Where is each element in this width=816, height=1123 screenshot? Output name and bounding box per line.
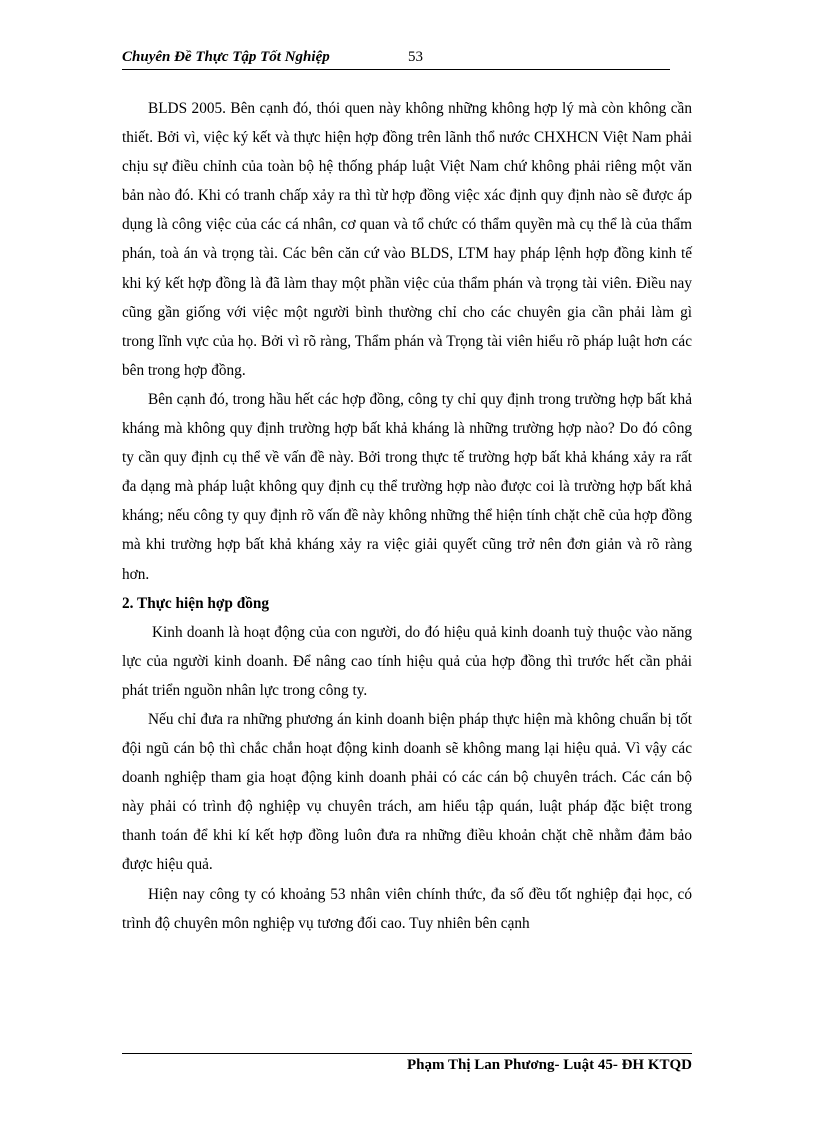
- section-heading: 2. Thực hiện hợp đồng: [122, 594, 270, 612]
- footer-author: Phạm Thị Lan Phương- Luật 45- ĐH KTQD: [407, 1057, 692, 1073]
- paragraph-5: Hiện nay công ty có khoảng 53 nhân viên chính thức, đa số đều tốt nghiệp đại học, có trình độ chuyên môn nghiệp vụ tương đối cao. Tuy nhiên bên cạnh: [122, 885, 692, 932]
- paragraph-4: Nếu chỉ đưa ra những phương án kinh doanh biện pháp thực hiện mà không chuẩn bị tốt đội ngũ cán bộ thì chắc chắn hoạt động kinh doanh sẽ không mang lại hiệu quả. Vì vậy các doanh nghiệp tham gia hoạt động kinh doanh phải có các cán bộ chuyên trách. Các cán bộ này phải có trình độ nghiệp vụ chuyên trách, am hiểu tập quán, luật pháp đặc biệt trong thanh toán để khi kí kết hợp đồng luôn đưa ra những điều khoản chặt chẽ nhằm đảm bảo được hiệu quả.: [122, 710, 692, 874]
- paragraph-3: Kinh doanh là hoạt động của con người, do đó hiệu quả kinh doanh tuỳ thuộc vào năng lực của người kinh doanh. Để nâng cao tính hiệu quả của hợp đồng thì trước hết cần phải phát triển nguồn nhân lực trong công ty.: [122, 623, 692, 699]
- page-footer: [122, 1053, 692, 1073]
- page-header: [122, 47, 670, 70]
- paragraph-2: Bên cạnh đó, trong hầu hết các hợp đồng, công ty chỉ quy định trong trường hợp bất khả kháng mà không quy định trường hợp bất khả kháng là những trường hợp nào? Do đó công ty cần quy định cụ thể về vấn đề này. Bởi trong thực tế trường hợp bất khả kháng xảy ra rất đa dạng mà pháp luật không quy định cụ thể trường hợp nào được coi là trường hợp bất khả kháng; nếu công ty quy định rõ vấn đề này không những thể hiện tính chặt chẽ của hợp đồng mà khi trường hợp bất khả kháng xảy ra việc giải quyết cũng trở nên đơn giản và rõ ràng hơn.: [122, 390, 692, 583]
- page-number: 53: [408, 49, 423, 65]
- header-title: Chuyên Đề Thực Tập Tốt Nghiệp: [122, 49, 330, 65]
- paragraph-1: BLDS 2005. Bên cạnh đó, thói quen này không những không hợp lý mà còn không cần thiết. Bởi vì, việc ký kết và thực hiện hợp đồng trên lãnh thổ nước CHXHCN Việt Nam phải chịu sự điều chỉnh của toàn bộ hệ thống pháp luật Việt Nam chứ không phải riêng một văn bản nào đó. Khi có tranh chấp xảy ra thì từ hợp đồng việc xác định quy định nào sẽ được áp dụng là công việc của các cá nhân, cơ quan và tổ chức có thẩm quyền mà cụ thể là của thẩm phán, toà án và trọng tài. Các bên căn cứ vào BLDS, LTM hay pháp lệnh hợp đồng kinh tế khi ký kết hợp đồng là đã làm thay một phần việc của thẩm phán và trọng tài viên. Điều nay cũng gần giống với việc một người bình thường chỉ cho các chuyên gia cần phải làm gì trong lĩnh vực của họ. Bởi vì rõ ràng, Thẩm phán và Trọng tài viên hiểu rõ pháp luật hơn các bên trong hợp đồng.: [122, 100, 692, 379]
- document-body: [122, 94, 692, 938]
